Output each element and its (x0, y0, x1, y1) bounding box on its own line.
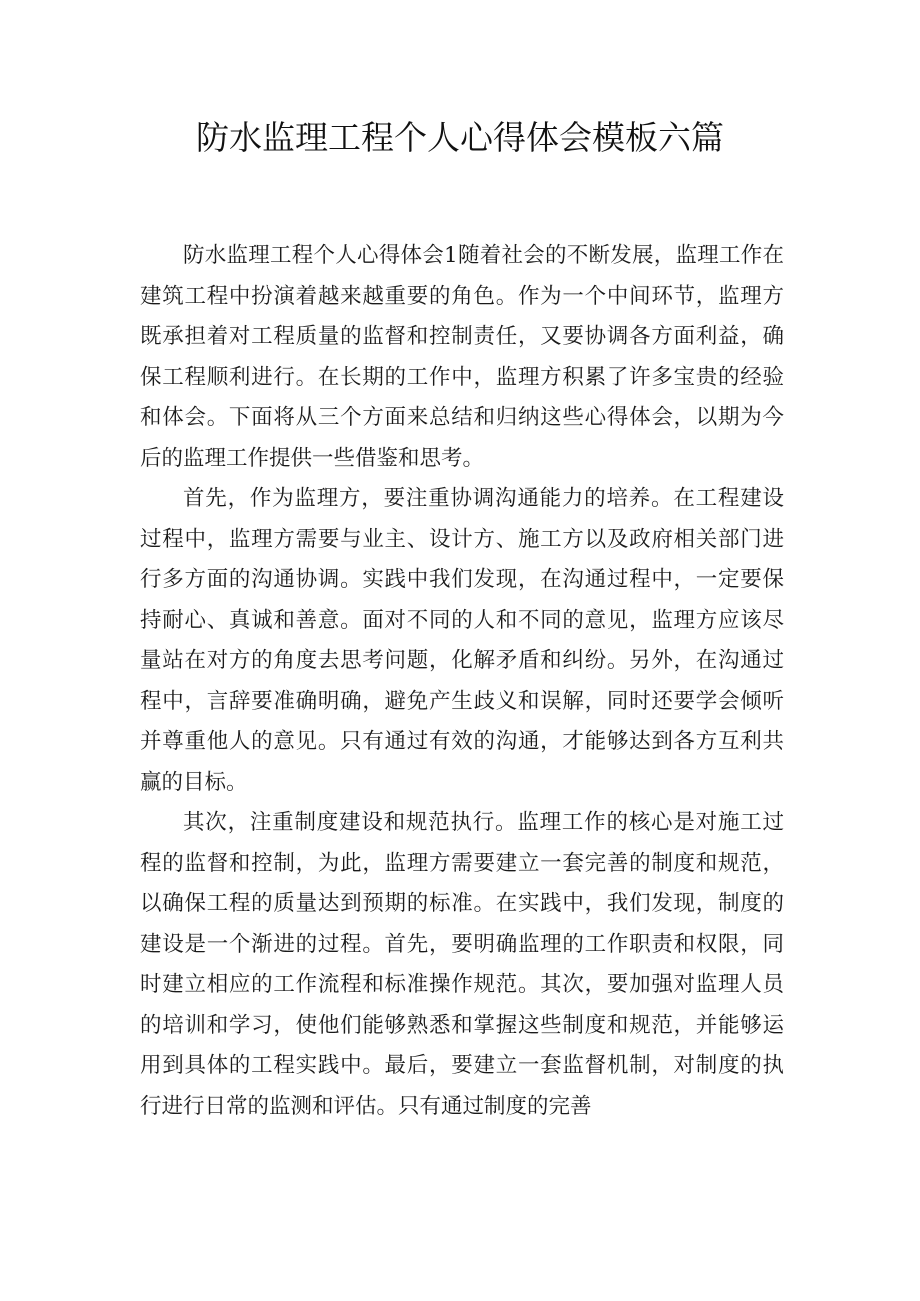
document-title: 防水监理工程个人心得体会模板六篇 (196, 118, 724, 157)
paragraph-intro: 防水监理工程个人心得体会1随着社会的不断发展，监理工作在建筑工程中扮演着越来越重要的角色。作为一个中间环节，监理方既承担着对工程质量的监督和控制责任，又要协调各方面利益，确保工程顺利进行。在长期的工作中，监理方积累了许多宝贵的经验和体会。下面将从三个方面来总结和归纳这些心得体会，以期为今后的监理工作提供一些借鉴和思考。 (140, 243, 784, 471)
document-body (140, 236, 784, 1127)
paragraph-system-building: 其次，注重制度建设和规范执行。监理工作的核心是对施工过程的监督和控制，为此，监理方需要建立一套完善的制度和规范，以确保工程的质量达到预期的标准。在实践中，我们发现，制度的建设是一个渐进的过程。首先，要明确监理的工作职责和权限，同时建立相应的工作流程和标准操作规范。其次，要加强对监理人员的培训和学习，使他们能够熟悉和掌握这些制度和规范，并能够运用到具体的工程实践中。最后，要建立一套监督机制，对制度的执行进行日常的监测和评估。只有通过制度的完善 (140, 810, 784, 1119)
paragraph-communication: 首先，作为监理方，要注重协调沟通能力的培养。在工程建设过程中，监理方需要与业主、设计方、施工方以及政府相关部门进行多方面的沟通协调。实践中我们发现，在沟通过程中，一定要保持耐心、真诚和善意。面对不同的人和不同的意见，监理方应该尽量站在对方的角度去思考问题，化解矛盾和纠纷。另外，在沟通过程中，言辞要准确明确，避免产生歧义和误解，同时还要学会倾听并尊重他人的意见。只有通过有效的沟通，才能够达到各方互利共赢的目标。 (140, 486, 784, 795)
